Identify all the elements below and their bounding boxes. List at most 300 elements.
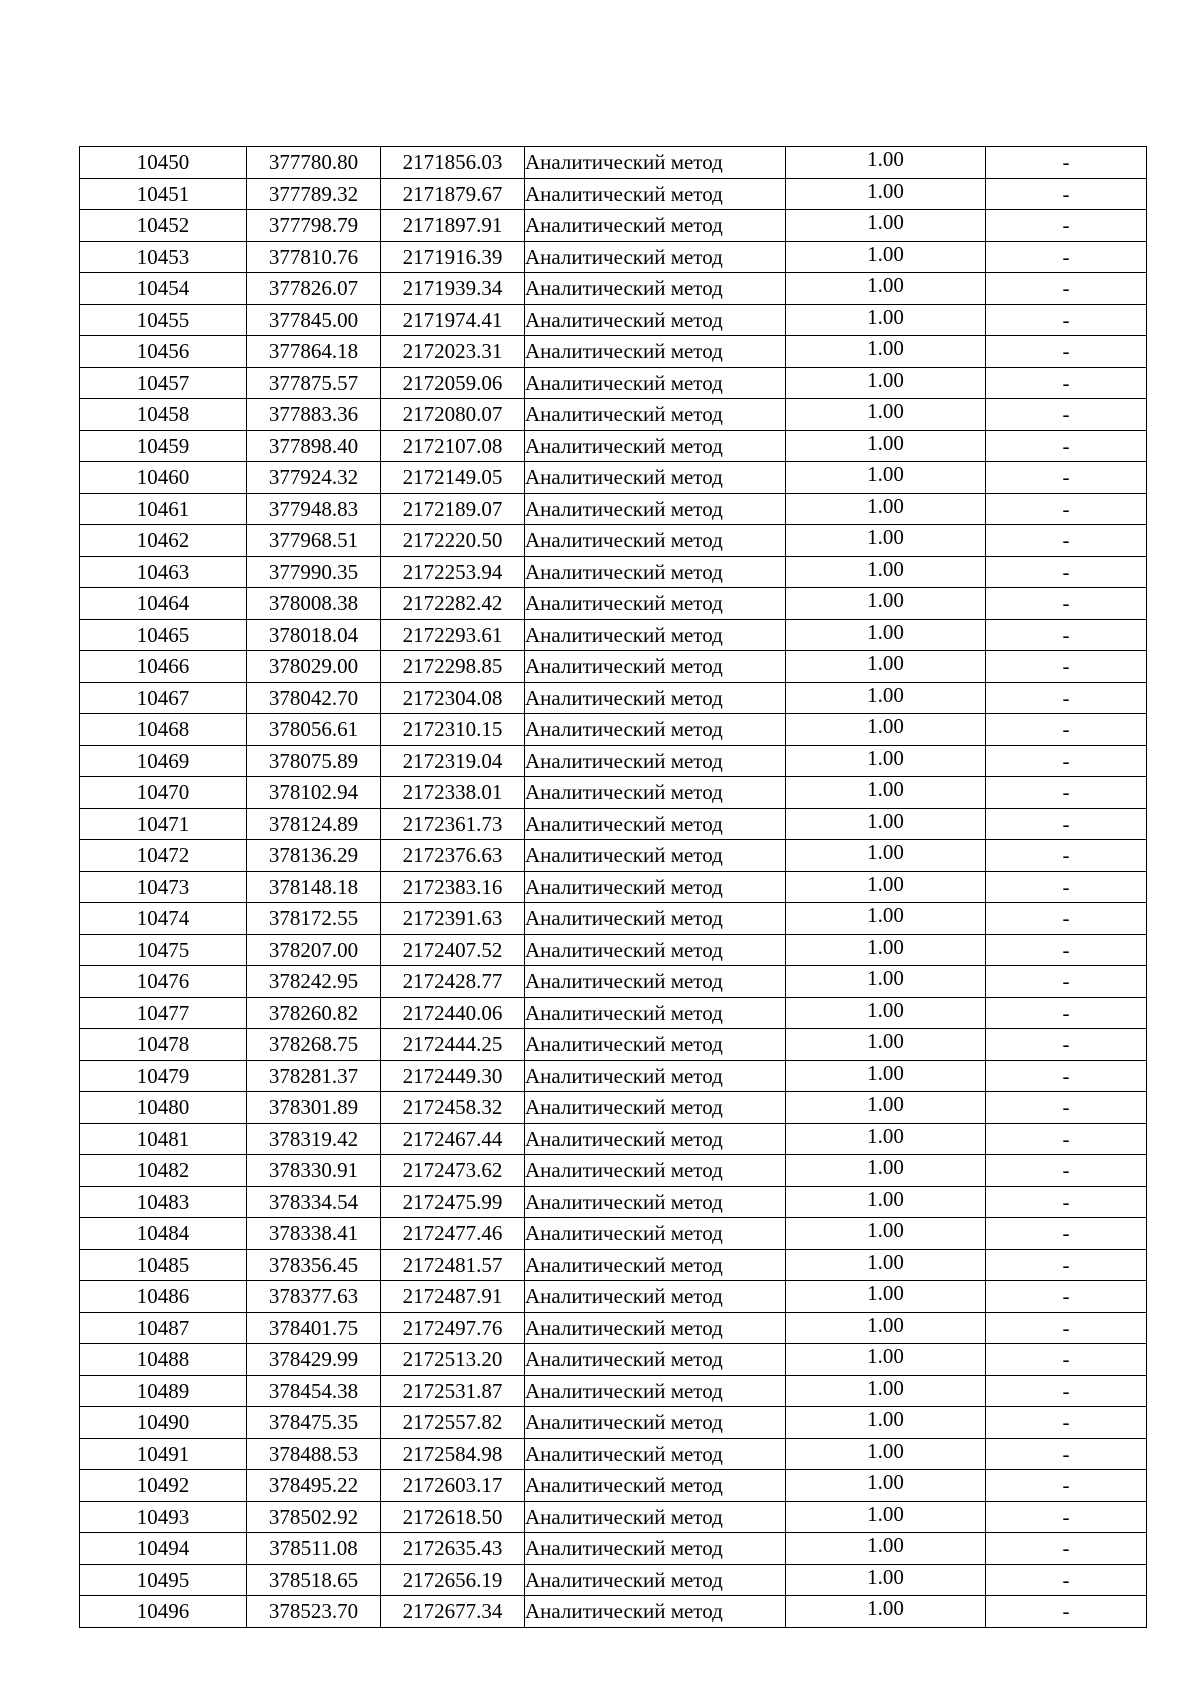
x-coordinate-cell: 378136.29 (247, 840, 381, 872)
accuracy-cell: 1.00 (786, 837, 986, 869)
accuracy-cell: 1.00 (786, 1309, 986, 1341)
method-cell: Аналитический метод (525, 777, 786, 809)
method-cell: Аналитический метод (525, 1470, 786, 1502)
accuracy-cell: 1.00 (786, 774, 986, 806)
accuracy-cell: 1.00 (786, 1246, 986, 1278)
method-cell: Аналитический метод (525, 1281, 786, 1313)
note-cell: - (986, 1438, 1147, 1470)
y-coordinate-cell: 2172293.61 (381, 619, 525, 651)
y-coordinate-cell: 2172338.01 (381, 777, 525, 809)
note-cell: - (986, 588, 1147, 620)
note-cell: - (986, 1060, 1147, 1092)
point-number-cell: 10452 (80, 210, 247, 242)
x-coordinate-cell: 377898.40 (247, 430, 381, 462)
table-row (80, 1564, 1147, 1596)
method-cell: Аналитический метод (525, 840, 786, 872)
method-cell: Аналитический метод (525, 966, 786, 998)
x-coordinate-cell: 378518.65 (247, 1564, 381, 1596)
x-coordinate-cell: 378148.18 (247, 871, 381, 903)
table-row (80, 1186, 1147, 1218)
x-coordinate-cell: 377798.79 (247, 210, 381, 242)
table-row (80, 840, 1147, 872)
point-number-cell: 10459 (80, 430, 247, 462)
table-row (80, 808, 1147, 840)
note-cell: - (986, 934, 1147, 966)
x-coordinate-cell: 377826.07 (247, 273, 381, 305)
method-cell: Аналитический метод (525, 808, 786, 840)
table-row (80, 1029, 1147, 1061)
accuracy-cell: 1.00 (786, 994, 986, 1026)
accuracy-cell: 1.00 (786, 679, 986, 711)
accuracy-cell: 1.00 (786, 364, 986, 396)
note-cell: - (986, 1155, 1147, 1187)
x-coordinate-cell: 378429.99 (247, 1344, 381, 1376)
y-coordinate-cell: 2172677.34 (381, 1596, 525, 1628)
point-number-cell: 10462 (80, 525, 247, 557)
method-cell: Аналитический метод (525, 304, 786, 336)
note-cell: - (986, 430, 1147, 462)
method-cell: Аналитический метод (525, 997, 786, 1029)
method-cell: Аналитический метод (525, 178, 786, 210)
method-cell: Аналитический метод (525, 1344, 786, 1376)
note-cell: - (986, 619, 1147, 651)
method-cell: Аналитический метод (525, 556, 786, 588)
accuracy-cell: 1.00 (786, 175, 986, 207)
table-row (80, 745, 1147, 777)
method-cell: Аналитический метод (525, 1029, 786, 1061)
method-cell: Аналитический метод (525, 1533, 786, 1565)
x-coordinate-cell: 378056.61 (247, 714, 381, 746)
method-cell: Аналитический метод (525, 1218, 786, 1250)
method-cell: Аналитический метод (525, 903, 786, 935)
table-row (80, 273, 1147, 305)
table-row (80, 1312, 1147, 1344)
method-cell: Аналитический метод (525, 1155, 786, 1187)
y-coordinate-cell: 2172473.62 (381, 1155, 525, 1187)
x-coordinate-cell: 377948.83 (247, 493, 381, 525)
note-cell: - (986, 1375, 1147, 1407)
y-coordinate-cell: 2172477.46 (381, 1218, 525, 1250)
point-number-cell: 10456 (80, 336, 247, 368)
y-coordinate-cell: 2172149.05 (381, 462, 525, 494)
table-row (80, 1060, 1147, 1092)
y-coordinate-cell: 2172376.63 (381, 840, 525, 872)
point-number-cell: 10491 (80, 1438, 247, 1470)
x-coordinate-cell: 378207.00 (247, 934, 381, 966)
accuracy-cell: 1.00 (786, 144, 986, 176)
note-cell: - (986, 1312, 1147, 1344)
method-cell: Аналитический метод (525, 588, 786, 620)
note-cell: - (986, 399, 1147, 431)
table-row (80, 1438, 1147, 1470)
method-cell: Аналитический метод (525, 241, 786, 273)
y-coordinate-cell: 2172458.32 (381, 1092, 525, 1124)
table-body (80, 147, 1147, 1628)
table-row (80, 651, 1147, 683)
note-cell: - (986, 1344, 1147, 1376)
point-number-cell: 10471 (80, 808, 247, 840)
point-number-cell: 10478 (80, 1029, 247, 1061)
accuracy-cell: 1.00 (786, 1530, 986, 1562)
point-number-cell: 10487 (80, 1312, 247, 1344)
note-cell: - (986, 367, 1147, 399)
table-row (80, 336, 1147, 368)
note-cell: - (986, 493, 1147, 525)
accuracy-cell: 1.00 (786, 1215, 986, 1247)
point-number-cell: 10464 (80, 588, 247, 620)
y-coordinate-cell: 2171897.91 (381, 210, 525, 242)
table-row (80, 367, 1147, 399)
note-cell: - (986, 1564, 1147, 1596)
note-cell: - (986, 903, 1147, 935)
method-cell: Аналитический метод (525, 1564, 786, 1596)
y-coordinate-cell: 2172407.52 (381, 934, 525, 966)
note-cell: - (986, 966, 1147, 998)
method-cell: Аналитический метод (525, 210, 786, 242)
accuracy-cell: 1.00 (786, 1498, 986, 1530)
y-coordinate-cell: 2172189.07 (381, 493, 525, 525)
accuracy-cell: 1.00 (786, 900, 986, 932)
note-cell: - (986, 273, 1147, 305)
accuracy-cell: 1.00 (786, 207, 986, 239)
y-coordinate-cell: 2172467.44 (381, 1123, 525, 1155)
accuracy-cell: 1.00 (786, 1057, 986, 1089)
point-number-cell: 10485 (80, 1249, 247, 1281)
point-number-cell: 10454 (80, 273, 247, 305)
table-row (80, 525, 1147, 557)
x-coordinate-cell: 378301.89 (247, 1092, 381, 1124)
x-coordinate-cell: 378330.91 (247, 1155, 381, 1187)
x-coordinate-cell: 378338.41 (247, 1218, 381, 1250)
method-cell: Аналитический метод (525, 147, 786, 179)
point-number-cell: 10450 (80, 147, 247, 179)
y-coordinate-cell: 2171856.03 (381, 147, 525, 179)
y-coordinate-cell: 2172513.20 (381, 1344, 525, 1376)
x-coordinate-cell: 377883.36 (247, 399, 381, 431)
accuracy-cell: 1.00 (786, 396, 986, 428)
x-coordinate-cell: 378281.37 (247, 1060, 381, 1092)
table-row (80, 1596, 1147, 1628)
table-row (80, 1218, 1147, 1250)
note-cell: - (986, 1596, 1147, 1628)
point-number-cell: 10490 (80, 1407, 247, 1439)
note-cell: - (986, 777, 1147, 809)
table-row (80, 1092, 1147, 1124)
table-row (80, 934, 1147, 966)
x-coordinate-cell: 378102.94 (247, 777, 381, 809)
accuracy-cell: 1.00 (786, 585, 986, 617)
method-cell: Аналитический метод (525, 1438, 786, 1470)
table-row (80, 777, 1147, 809)
note-cell: - (986, 808, 1147, 840)
y-coordinate-cell: 2171916.39 (381, 241, 525, 273)
table-row (80, 147, 1147, 179)
accuracy-cell: 1.00 (786, 459, 986, 491)
accuracy-cell: 1.00 (786, 805, 986, 837)
table-row (80, 871, 1147, 903)
note-cell: - (986, 147, 1147, 179)
note-cell: - (986, 178, 1147, 210)
note-cell: - (986, 745, 1147, 777)
point-number-cell: 10472 (80, 840, 247, 872)
y-coordinate-cell: 2172391.63 (381, 903, 525, 935)
y-coordinate-cell: 2172253.94 (381, 556, 525, 588)
y-coordinate-cell: 2172310.15 (381, 714, 525, 746)
method-cell: Аналитический метод (525, 462, 786, 494)
y-coordinate-cell: 2172531.87 (381, 1375, 525, 1407)
x-coordinate-cell: 378377.63 (247, 1281, 381, 1313)
method-cell: Аналитический метод (525, 1249, 786, 1281)
accuracy-cell: 1.00 (786, 868, 986, 900)
method-cell: Аналитический метод (525, 1092, 786, 1124)
table-row (80, 1407, 1147, 1439)
table-row (80, 997, 1147, 1029)
method-cell: Аналитический метод (525, 1060, 786, 1092)
point-number-cell: 10473 (80, 871, 247, 903)
y-coordinate-cell: 2172361.73 (381, 808, 525, 840)
method-cell: Аналитический метод (525, 1186, 786, 1218)
y-coordinate-cell: 2171879.67 (381, 178, 525, 210)
note-cell: - (986, 1186, 1147, 1218)
y-coordinate-cell: 2172584.98 (381, 1438, 525, 1470)
y-coordinate-cell: 2172319.04 (381, 745, 525, 777)
note-cell: - (986, 336, 1147, 368)
note-cell: - (986, 1029, 1147, 1061)
point-number-cell: 10480 (80, 1092, 247, 1124)
x-coordinate-cell: 378495.22 (247, 1470, 381, 1502)
table-row (80, 493, 1147, 525)
table-row (80, 966, 1147, 998)
method-cell: Аналитический метод (525, 651, 786, 683)
point-number-cell: 10458 (80, 399, 247, 431)
accuracy-cell: 1.00 (786, 1183, 986, 1215)
point-number-cell: 10486 (80, 1281, 247, 1313)
y-coordinate-cell: 2172298.85 (381, 651, 525, 683)
y-coordinate-cell: 2172475.99 (381, 1186, 525, 1218)
accuracy-cell: 1.00 (786, 427, 986, 459)
table-row (80, 210, 1147, 242)
table-row (80, 1123, 1147, 1155)
point-number-cell: 10460 (80, 462, 247, 494)
note-cell: - (986, 840, 1147, 872)
note-cell: - (986, 1123, 1147, 1155)
table-row (80, 1249, 1147, 1281)
y-coordinate-cell: 2172059.06 (381, 367, 525, 399)
point-number-cell: 10465 (80, 619, 247, 651)
note-cell: - (986, 241, 1147, 273)
x-coordinate-cell: 378042.70 (247, 682, 381, 714)
accuracy-cell: 1.00 (786, 1467, 986, 1499)
x-coordinate-cell: 377990.35 (247, 556, 381, 588)
table-row (80, 399, 1147, 431)
method-cell: Аналитический метод (525, 1375, 786, 1407)
method-cell: Аналитический метод (525, 1501, 786, 1533)
method-cell: Аналитический метод (525, 430, 786, 462)
method-cell: Аналитический метод (525, 714, 786, 746)
point-number-cell: 10481 (80, 1123, 247, 1155)
method-cell: Аналитический метод (525, 1596, 786, 1628)
point-number-cell: 10467 (80, 682, 247, 714)
point-number-cell: 10483 (80, 1186, 247, 1218)
table-row (80, 178, 1147, 210)
accuracy-cell: 1.00 (786, 1152, 986, 1184)
y-coordinate-cell: 2172449.30 (381, 1060, 525, 1092)
table-row (80, 241, 1147, 273)
method-cell: Аналитический метод (525, 1312, 786, 1344)
x-coordinate-cell: 378260.82 (247, 997, 381, 1029)
accuracy-cell: 1.00 (786, 270, 986, 302)
point-number-cell: 10451 (80, 178, 247, 210)
note-cell: - (986, 1470, 1147, 1502)
x-coordinate-cell: 377968.51 (247, 525, 381, 557)
x-coordinate-cell: 377875.57 (247, 367, 381, 399)
accuracy-cell: 1.00 (786, 1341, 986, 1373)
accuracy-cell: 1.00 (786, 1561, 986, 1593)
table-row (80, 430, 1147, 462)
x-coordinate-cell: 377789.32 (247, 178, 381, 210)
accuracy-cell: 1.00 (786, 1278, 986, 1310)
y-coordinate-cell: 2172497.76 (381, 1312, 525, 1344)
y-coordinate-cell: 2172444.25 (381, 1029, 525, 1061)
x-coordinate-cell: 378008.38 (247, 588, 381, 620)
method-cell: Аналитический метод (525, 493, 786, 525)
point-number-cell: 10494 (80, 1533, 247, 1565)
point-number-cell: 10468 (80, 714, 247, 746)
y-coordinate-cell: 2172603.17 (381, 1470, 525, 1502)
point-number-cell: 10475 (80, 934, 247, 966)
y-coordinate-cell: 2172635.43 (381, 1533, 525, 1565)
table-row (80, 1344, 1147, 1376)
note-cell: - (986, 556, 1147, 588)
method-cell: Аналитический метод (525, 934, 786, 966)
point-number-cell: 10457 (80, 367, 247, 399)
y-coordinate-cell: 2172023.31 (381, 336, 525, 368)
accuracy-cell: 1.00 (786, 333, 986, 365)
x-coordinate-cell: 378454.38 (247, 1375, 381, 1407)
y-coordinate-cell: 2172428.77 (381, 966, 525, 998)
point-number-cell: 10461 (80, 493, 247, 525)
accuracy-cell: 1.00 (786, 490, 986, 522)
x-coordinate-cell: 377924.32 (247, 462, 381, 494)
note-cell: - (986, 1533, 1147, 1565)
y-coordinate-cell: 2172656.19 (381, 1564, 525, 1596)
method-cell: Аналитический метод (525, 525, 786, 557)
y-coordinate-cell: 2172481.57 (381, 1249, 525, 1281)
method-cell: Аналитический метод (525, 367, 786, 399)
y-coordinate-cell: 2172557.82 (381, 1407, 525, 1439)
x-coordinate-cell: 378029.00 (247, 651, 381, 683)
note-cell: - (986, 1249, 1147, 1281)
accuracy-cell: 1.00 (786, 301, 986, 333)
point-number-cell: 10489 (80, 1375, 247, 1407)
x-coordinate-cell: 377810.76 (247, 241, 381, 273)
table-row (80, 556, 1147, 588)
table-row (80, 588, 1147, 620)
x-coordinate-cell: 378475.35 (247, 1407, 381, 1439)
accuracy-cell: 1.00 (786, 1404, 986, 1436)
accuracy-cell: 1.00 (786, 1593, 986, 1625)
note-cell: - (986, 1281, 1147, 1313)
table-row (80, 304, 1147, 336)
note-cell: - (986, 871, 1147, 903)
x-coordinate-cell: 377780.80 (247, 147, 381, 179)
table-row (80, 682, 1147, 714)
coordinates-table (79, 146, 1147, 1628)
method-cell: Аналитический метод (525, 273, 786, 305)
note-cell: - (986, 997, 1147, 1029)
note-cell: - (986, 682, 1147, 714)
x-coordinate-cell: 378356.45 (247, 1249, 381, 1281)
point-number-cell: 10482 (80, 1155, 247, 1187)
point-number-cell: 10479 (80, 1060, 247, 1092)
point-number-cell: 10466 (80, 651, 247, 683)
x-coordinate-cell: 378242.95 (247, 966, 381, 998)
table-row (80, 1501, 1147, 1533)
y-coordinate-cell: 2172304.08 (381, 682, 525, 714)
y-coordinate-cell: 2172618.50 (381, 1501, 525, 1533)
accuracy-cell: 1.00 (786, 616, 986, 648)
y-coordinate-cell: 2172080.07 (381, 399, 525, 431)
x-coordinate-cell: 378488.53 (247, 1438, 381, 1470)
accuracy-cell: 1.00 (786, 522, 986, 554)
point-number-cell: 10455 (80, 304, 247, 336)
accuracy-cell: 1.00 (786, 648, 986, 680)
accuracy-cell: 1.00 (786, 1435, 986, 1467)
note-cell: - (986, 651, 1147, 683)
x-coordinate-cell: 378319.42 (247, 1123, 381, 1155)
point-number-cell: 10492 (80, 1470, 247, 1502)
x-coordinate-cell: 378523.70 (247, 1596, 381, 1628)
table-row (80, 714, 1147, 746)
note-cell: - (986, 1407, 1147, 1439)
point-number-cell: 10469 (80, 745, 247, 777)
point-number-cell: 10470 (80, 777, 247, 809)
point-number-cell: 10453 (80, 241, 247, 273)
x-coordinate-cell: 378502.92 (247, 1501, 381, 1533)
accuracy-cell: 1.00 (786, 931, 986, 963)
note-cell: - (986, 210, 1147, 242)
table-row (80, 462, 1147, 494)
method-cell: Аналитический метод (525, 871, 786, 903)
accuracy-cell: 1.00 (786, 553, 986, 585)
note-cell: - (986, 525, 1147, 557)
point-number-cell: 10463 (80, 556, 247, 588)
point-number-cell: 10495 (80, 1564, 247, 1596)
accuracy-cell: 1.00 (786, 1026, 986, 1058)
note-cell: - (986, 714, 1147, 746)
note-cell: - (986, 462, 1147, 494)
method-cell: Аналитический метод (525, 619, 786, 651)
y-coordinate-cell: 2171974.41 (381, 304, 525, 336)
table-row (80, 1281, 1147, 1313)
y-coordinate-cell: 2172220.50 (381, 525, 525, 557)
table-row (80, 1375, 1147, 1407)
y-coordinate-cell: 2172440.06 (381, 997, 525, 1029)
table-row (80, 1533, 1147, 1565)
point-number-cell: 10488 (80, 1344, 247, 1376)
point-number-cell: 10496 (80, 1596, 247, 1628)
x-coordinate-cell: 378124.89 (247, 808, 381, 840)
x-coordinate-cell: 378401.75 (247, 1312, 381, 1344)
accuracy-cell: 1.00 (786, 1089, 986, 1121)
note-cell: - (986, 1092, 1147, 1124)
table-row (80, 903, 1147, 935)
x-coordinate-cell: 377864.18 (247, 336, 381, 368)
accuracy-cell: 1.00 (786, 238, 986, 270)
method-cell: Аналитический метод (525, 336, 786, 368)
y-coordinate-cell: 2172487.91 (381, 1281, 525, 1313)
method-cell: Аналитический метод (525, 682, 786, 714)
